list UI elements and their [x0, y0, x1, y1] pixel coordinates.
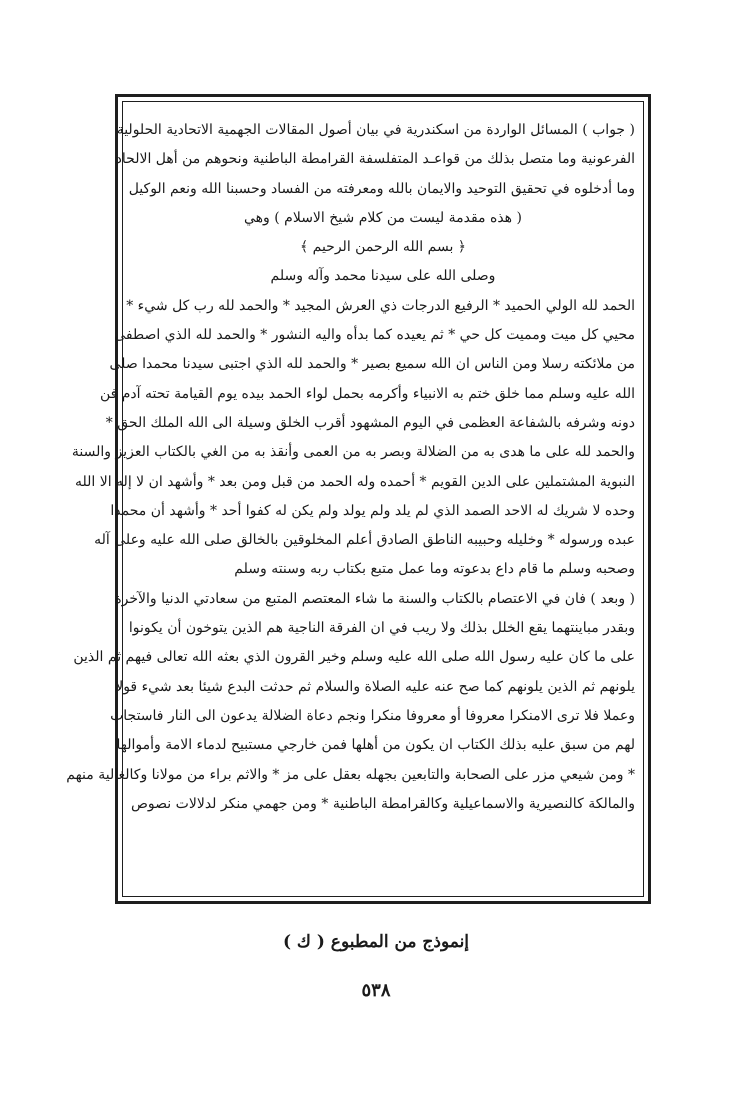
text-line-17: ( وبعد ) فان في الاعتصام بالكتاب والسنة ما شاء المعتصم المتبع من سعادتي الدنيا والآخرة — [114, 590, 635, 607]
text-line-16: وصحبه وسلم ما قام داع بدعوته وما عمل متبع بكتاب ربه وسنته وسلم — [234, 561, 635, 578]
text-line-12: والحمد لله على ما هدى به من الضلالة وبصر به من العمى وأنقذ به من الغي بالكتاب العزيز والسنة — [71, 444, 635, 461]
text-frame — [66, 101, 644, 897]
text-line-22: لهم من سبق عليه بذلك الكتاب ان يكون من أهلها فمن خارجي مستبيح لدماء الامة وأموالها — [116, 737, 635, 754]
text-line-9: من ملائكته رسلا ومن الناس ان الله سميع بصير * والحمد لله الذي اجتبى سيدنا محمدا صلى — [109, 356, 635, 373]
text-line-21: وعملا فلا ترى الامنكرا معروفا أو معروفا منكرا ونجم دعاة الضلالة يدعون الى النار فاستجاب — [110, 707, 635, 724]
text-line-15: عبده ورسوله * وخليله وحبيبه الناطق الصادق أعلم المخلوقين بالخالق صلى الله عليه وعلى آله — [94, 532, 635, 549]
text-line-7: الحمد لله الولي الحميد * الرفيع الدرجات ذي العرش المجيد * والحمد لله رب كل شيء * — [126, 297, 635, 314]
text-line-19: على ما كان عليه رسول الله صلى الله عليه وسلم وخير القرون الذي بعثه الله تعالى فيهم ثم الذين — [73, 649, 635, 666]
salutation: وصلى الله على سيدنا محمد وآله وسلم — [270, 268, 496, 285]
text-line-14: وحده لا شريك له الاحد الصمد الذي لم يلد ولم يولد ولم يكن له كفوا أحد * وأشهد أن محمدا — [110, 502, 635, 519]
text-line-11: دونه وشرفه بالشفاعة العظمى في اليوم المشهود أقرب الخلق وسيلة الى الله الملك الحق * — [105, 414, 635, 431]
basmala: ﴿ بسم الله الرحمن الرحيم ﴾ — [299, 239, 467, 256]
figure-caption: إنموذج من المطبوع ( ك ) — [282, 932, 470, 952]
page-number: ٥٣٨ — [361, 980, 391, 1001]
text-line-18: وبقدر مباينتهما يقع الخلل بذلك ولا ريب في ان الفرقة الناجية هم الذين يتوخون أن يكونوا — [128, 620, 635, 637]
text-line-1: ( جواب ) المسائل الواردة من اسكندرية في بيان أصول المقالات الجهمية الاتحادية الحلولية — [116, 122, 635, 138]
text-line-20: يلونهم ثم الذين يلونهم كما صح عنه عليه الصلاة والسلام ثم حدثت البدع شيئا بعد شيء قولا — [115, 678, 635, 695]
text-line-2: الفرعونية وما متصل بذلك من قواعـد المتفلسفة القرامطة الباطنية ونحوهم من أهل الالحاد — [115, 151, 635, 168]
text-line-24: والمالكة كالنصيرية والاسماعيلية وكالقرامطة الباطنية * ومن جهمي منكر لدلالات نصوص — [131, 795, 635, 812]
text-line-23: * ومن شيعي مزر على الصحابة والتابعين بجهله بعقل على مز * والاثم براء من مولانا وكالغالية منهم — [66, 766, 635, 783]
text-line-8: محيي كل ميت ومميت كل حي * ثم يعيده كما بدأه واليه النشور * والحمد لله الذي اصطفى — [114, 327, 635, 344]
intro-note: ( هذه مقدمة ليست من كلام شيخ الاسلام ) وهي — [244, 209, 522, 226]
text-line-10: الله عليه وسلم مما خلق ختم به الانبياء وأكرمه بحمل لواء الحمد بيده يوم القيامة تحته آدم فن — [99, 385, 635, 402]
text-line-13: النبوية المشتملين على الدين القويم * أحمده وله الحمد من قبل ومن بعد * وأشهد ان لا إله الا الله — [74, 473, 635, 490]
text-line-3: وما أدخلوه في تحقيق التوحيد والايمان بالله ومعرفته من الفساد وحسبنا الله ونعم الوكيل — [128, 180, 635, 197]
